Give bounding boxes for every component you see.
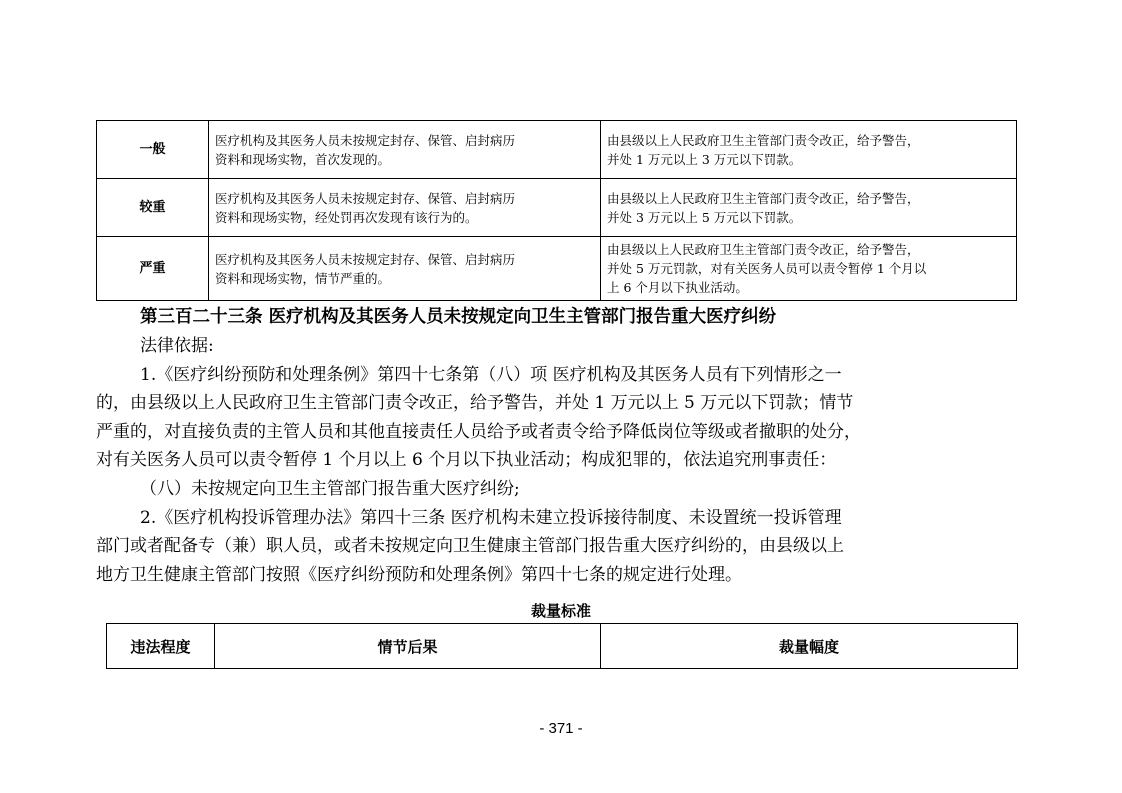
text-line: 由县级以上人民政府卫生主管部门责令改正，给予警告，	[607, 242, 920, 257]
header-cell: 违法程度	[107, 624, 215, 669]
circumstance-cell	[209, 121, 601, 179]
standard-table	[106, 623, 1018, 669]
text-line: 并处 3 万元以上 5 万元以下罚款。	[607, 209, 802, 225]
text-line: 医疗机构及其医务人员未按规定封存、保管、启封病历	[215, 132, 516, 148]
text-line: 由县级以上人民政府卫生主管部门责令改正，给予警告，	[607, 132, 920, 148]
text-line: 资料和现场实物，情节严重的。	[215, 270, 391, 286]
circumstance-cell	[209, 179, 601, 237]
page-number: - 371 -	[539, 720, 583, 737]
header-cell: 裁量幅度	[601, 624, 1018, 669]
table-caption: 裁量标准	[530, 602, 591, 620]
article-body	[96, 332, 1036, 589]
clause-item: （八）未按规定向卫生主管部门报告重大医疗纠纷;	[140, 478, 520, 499]
article-heading: 第三百二十三条 医疗机构及其医务人员未按规定向卫生主管部门报告重大医疗纠纷	[140, 307, 777, 327]
header-cell: 情节后果	[215, 624, 601, 669]
paragraph-line: 地方卫生健康主管部门按照《医疗纠纷预防和处理条例》第四十七条的规定进行处理。	[96, 564, 742, 585]
level-cell: 较重	[97, 179, 209, 237]
penalty-table	[96, 120, 1017, 301]
paragraph-line: 对有关医务人员可以责令暂停 1 个月以上 6 个月以下执业活动；构成犯罪的，依法追究刑事责任：	[96, 450, 837, 471]
penalty-cell	[601, 179, 1017, 237]
text-line: 资料和现场实物，经处罚再次发现有该行为的。	[215, 209, 478, 225]
legal-basis-label: 法律依据:	[140, 336, 214, 356]
text-line: 并处 1 万元以上 3 万元以下罚款。	[607, 151, 802, 167]
text-line: 医疗机构及其医务人员未按规定封存、保管、启封病历	[215, 251, 516, 267]
level-cell: 一般	[97, 121, 209, 179]
penalty-cell	[601, 121, 1017, 179]
paragraph-line: 部门或者配备专（兼）职人员，或者未按规定向卫生健康主管部门报告重大医疗纠纷的，由县级以上	[96, 536, 844, 557]
table-row	[97, 179, 1017, 237]
level-cell: 严重	[97, 237, 209, 301]
table-row	[97, 237, 1017, 301]
table-row	[97, 121, 1017, 179]
text-line: 并处 5 万元罚款，对有关医务人员可以责令暂停 1 个月以	[607, 261, 927, 276]
paragraph-line: 严重的，对直接负责的主管人员和其他直接责任人员给予或者责令给予降低岗位等级或者撤职的处分，	[96, 421, 861, 442]
paragraph-line: 的，由县级以上人民政府卫生主管部门责令改正，给予警告，并处 1 万元以上 5 万元以下罚款；情节	[96, 393, 854, 414]
paragraph-line: 2.《医疗机构投诉管理办法》第四十三条 医疗机构未建立投诉接待制度、未设置统一投诉管理	[140, 507, 842, 528]
text-line: 医疗机构及其医务人员未按规定封存、保管、启封病历	[215, 190, 516, 206]
text-line: 资料和现场实物，首次发现的。	[215, 151, 391, 167]
text-line: 由县级以上人民政府卫生主管部门责令改正，给予警告，	[607, 190, 920, 206]
paragraph-line: 1.《医疗纠纷预防和处理条例》第四十七条第（八）项 医疗机构及其医务人员有下列情形之一	[140, 364, 842, 385]
circumstance-cell	[209, 237, 601, 301]
penalty-cell	[601, 237, 1017, 301]
table-header-row	[107, 624, 1018, 669]
text-line: 上 6 个月以下执业活动。	[607, 280, 748, 295]
